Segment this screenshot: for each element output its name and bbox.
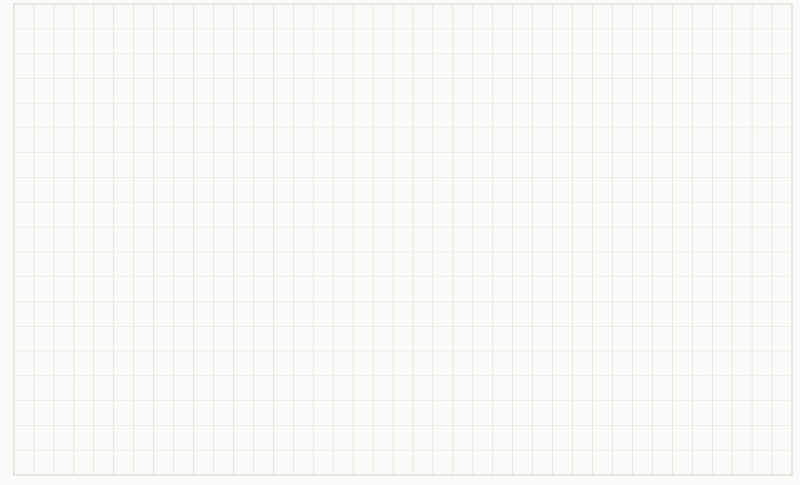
- grid-border: [14, 4, 792, 475]
